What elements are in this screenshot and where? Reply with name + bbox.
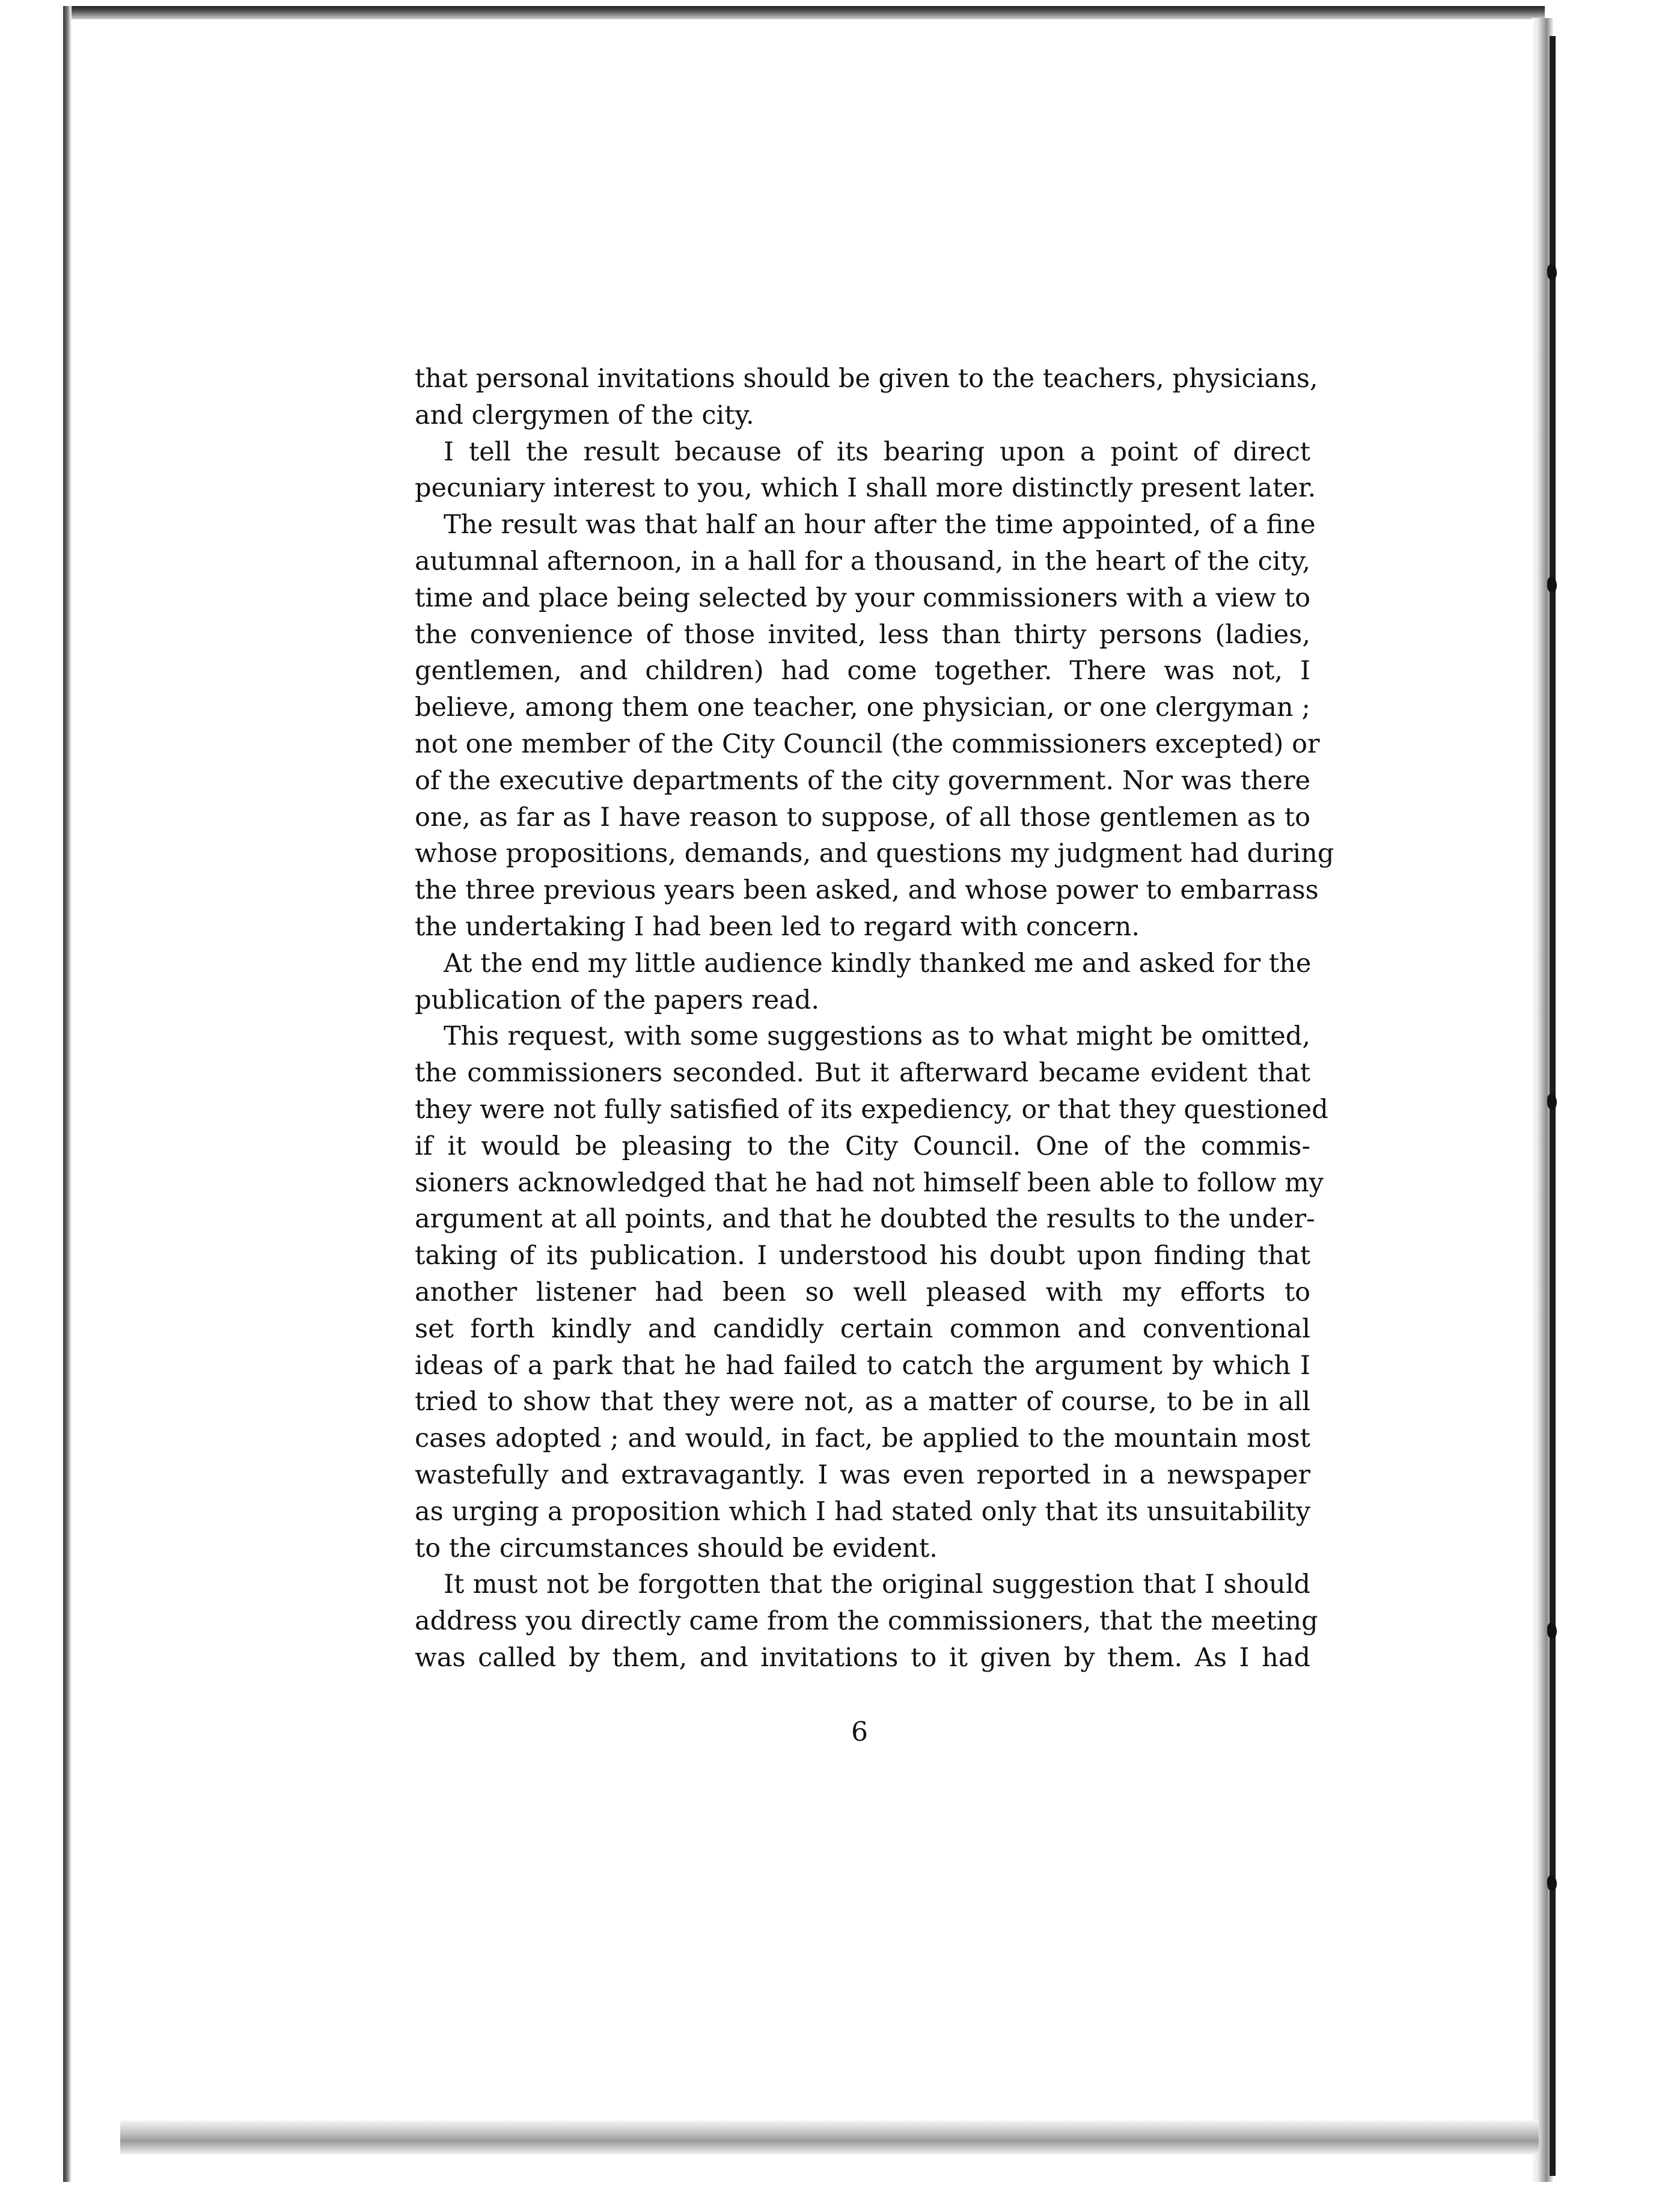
paragraph xyxy=(415,434,1316,507)
text-line: ideas of a park that he had failed to catch the argument by which I xyxy=(415,1350,1310,1381)
text-line: This request, with some suggestions as to what might be omitted, xyxy=(444,1021,1310,1052)
scan-edge-top xyxy=(66,6,1545,19)
scan-edge-bottom xyxy=(120,2121,1539,2154)
text-line: address you directly came from the commissioners, that the meeting xyxy=(415,1606,1318,1637)
text-line: the undertaking I had been led to regard with concern. xyxy=(415,911,1140,942)
body-text xyxy=(415,361,1334,1676)
text-line: The result was that half an hour after the time appointed, of a fine xyxy=(444,510,1316,540)
text-line: the commissioners seconded. But it afterward became evident that xyxy=(415,1058,1310,1089)
text-line: cases adopted ; and would, in fact, be applied to the mountain most xyxy=(415,1423,1310,1454)
text-line: if it would be pleasing to the City Council. One of the commis- xyxy=(415,1131,1310,1161)
text-line: time and place being selected by your commissioners with a view to xyxy=(415,582,1310,613)
text-line: wastefully and extravagantly. I was even reported in a newspaper xyxy=(415,1459,1310,1490)
text-line: and clergymen of the city. xyxy=(415,400,754,430)
paragraph xyxy=(415,507,1334,946)
text-line: gentlemen, and children) had come together. There was not, I xyxy=(415,656,1310,686)
page-number: 6 xyxy=(851,1717,868,1747)
text-line: argument at all points, and that he doubted the results to the under- xyxy=(415,1204,1315,1235)
text-line: It must not be forgotten that the original suggestion that I should xyxy=(444,1569,1310,1600)
text-line: publication of the papers read. xyxy=(415,985,820,1015)
text-line: sioners acknowledged that he had not himself been able to follow my xyxy=(415,1167,1324,1198)
paragraph xyxy=(415,946,1310,1019)
scan-edge-left xyxy=(63,6,72,2182)
text-line: pecuniary interest to you, which I shall more distinctly present later. xyxy=(415,473,1316,504)
text-line: tried to show that they were not, as a matter of course, to be in all xyxy=(415,1387,1310,1417)
text-line: I tell the result because of its bearing upon a point of direct xyxy=(444,436,1310,467)
text-line: the convenience of those invited, less than thirty persons (ladies, xyxy=(415,619,1310,650)
text-line: of the executive departments of the city government. Nor was there xyxy=(415,765,1310,796)
binding-mark xyxy=(1547,264,1557,280)
text-line: another listener had been so well pleased with my efforts to xyxy=(415,1277,1310,1307)
text-line: At the end my little audience kindly thanked me and asked for the xyxy=(444,948,1312,979)
text-line: was called by them, and invitations to it given by them. As I had xyxy=(415,1642,1310,1673)
text-line: set forth kindly and candidly certain common and conventional xyxy=(415,1313,1310,1344)
binding-mark xyxy=(1547,1623,1557,1639)
paragraph xyxy=(415,1018,1328,1566)
binding-mark xyxy=(1547,1875,1557,1891)
text-line: not one member of the City Council (the commissioners excepted) or xyxy=(415,729,1320,759)
text-line: that personal invitations should be given to the teachers, physicians, xyxy=(415,364,1318,394)
text-line: they were not fully satisfied of its expediency, or that they questioned xyxy=(415,1094,1328,1125)
text-line: to the circumstances should be evident. xyxy=(415,1533,938,1563)
text-line: whose propositions, demands, and questions my judgment had during xyxy=(415,839,1334,869)
binding-mark xyxy=(1547,1094,1557,1110)
text-line: taking of its publication. I understood his doubt upon finding that xyxy=(415,1241,1310,1271)
text-line: one, as far as I have reason to suppose, of all those gentlemen as to xyxy=(415,802,1310,833)
text-line: believe, among them one teacher, one physician, or one clergyman ; xyxy=(415,692,1310,723)
text-line: the three previous years been asked, and whose power to embarrass xyxy=(415,875,1319,906)
paragraph xyxy=(415,361,1318,434)
binding-mark xyxy=(1547,577,1557,593)
text-line: as urging a proposition which I had stated only that its unsuitability xyxy=(415,1496,1310,1527)
text-line: autumnal afternoon, in a hall for a thousand, in the heart of the city, xyxy=(415,546,1310,576)
paragraph xyxy=(415,1566,1318,1676)
